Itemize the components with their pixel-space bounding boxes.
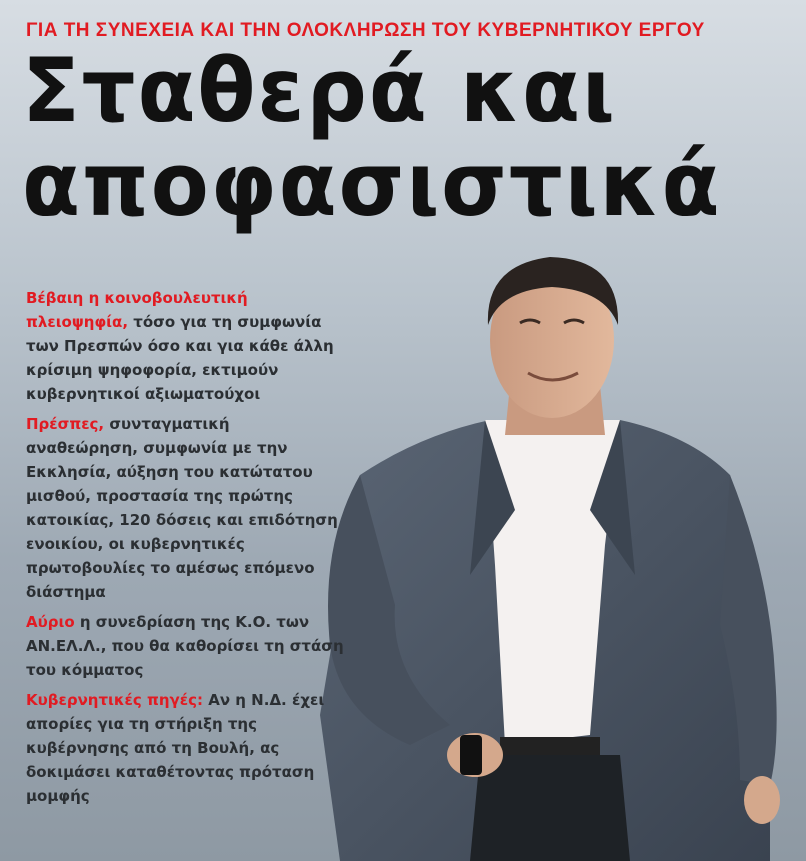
bullet-lead: Βέβαιη η κοινοβουλευτική πλειοψηφία, <box>26 289 248 331</box>
kicker: ΓΙΑ ΤΗ ΣΥΝΕΧΕΙΑ ΚΑΙ ΤΗΝ ΟΛΟΚΛΗΡΩΣΗ ΤΟΥ ΚΥΒΕΡΝΗΤΙΚΟΥ ΕΡΓΟΥ <box>26 20 705 41</box>
bullet-lead: Αύριο <box>26 613 75 631</box>
bullet-text: η συνεδρίαση της Κ.Ο. των ΑΝ.ΕΛ.Λ., που θα καθορίσει τη στάση του κόμματος <box>26 613 344 679</box>
bullet-lead: Πρέσπες, <box>26 415 105 433</box>
bullet-text: τόσο για τη συμφωνία των Πρεσπών όσο και για κάθε άλλη κρίσιμη ψηφοφορία, εκτιμούν κυβερνητικοί αξιωματούχοι <box>26 313 334 403</box>
bullet-text: συνταγματική αναθεώρηση, συμφωνία με την Εκκλησία, αύξηση του κατώτατου μισθού, προστασία της πρώτης κατοικίας, 120 δόσεις και επιδότηση ενοικίου, οι κυβερνητικές πρωτοβουλίες το αμέσως επόμενο διάστημα <box>26 415 338 601</box>
bullet-list <box>26 286 346 814</box>
bullet-item <box>26 688 346 808</box>
bullet-item <box>26 412 346 604</box>
headline <box>22 39 761 236</box>
bullet-lead: Κυβερνητικές πηγές: <box>26 691 204 709</box>
bullet-text: Αν η Ν.Δ. έχει απορίες για τη στήριξη της κυβέρνησης από τη Βουλή, ας δοκιμάσει καταθέτοντας πρόταση μομφής <box>26 691 325 805</box>
bullet-item <box>26 610 346 682</box>
bullet-item <box>26 286 346 406</box>
headline-line-2: αποφασιστικά <box>22 133 722 236</box>
headline-line-1: Σταθερά και <box>22 39 617 142</box>
politician-photo <box>300 245 806 861</box>
